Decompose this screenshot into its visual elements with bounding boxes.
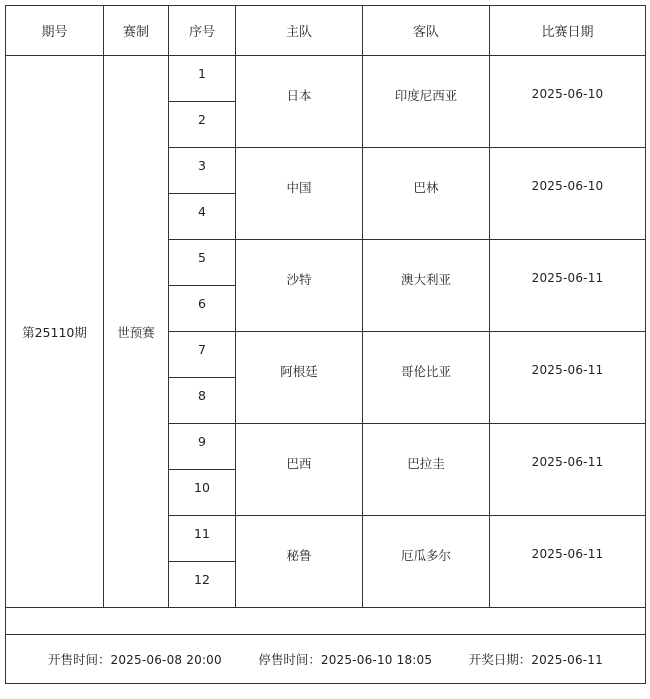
match-date-cell: 2025-06-11 [490,516,646,608]
seq-cell: 8 [169,378,236,424]
period-cell: 第25110期 [6,56,104,608]
home-team-cell: 沙特 [236,240,363,332]
footer-row [6,635,646,684]
home-team-cell: 中国 [236,148,363,240]
sale-stop-value: 2025-06-10 18:05 [320,653,433,667]
blank-cell [6,608,646,635]
seq-cell: 6 [169,286,236,332]
header-row [6,6,646,56]
seq-cell: 11 [169,516,236,562]
seq-cell: 1 [169,56,236,102]
away-team-cell: 巴拉圭 [363,424,490,516]
sale-stop-label: 停售时间： [258,652,321,667]
footer-info [6,650,645,668]
format-cell: 世预赛 [104,56,169,608]
seq-cell: 2 [169,102,236,148]
sale-start-value: 2025-06-08 20:00 [110,653,222,667]
home-team-cell: 巴西 [236,424,363,516]
header-away: 客队 [363,6,490,56]
sale-start [48,650,222,668]
header-home: 主队 [236,6,363,56]
seq-cell: 10 [169,470,236,516]
match-date-cell: 2025-06-11 [490,332,646,424]
sale-stop [258,650,432,668]
draw-date-value: 2025-06-11 [531,653,603,667]
seq-cell: 9 [169,424,236,470]
footer-cell [6,635,646,684]
seq-cell: 4 [169,194,236,240]
header-date: 比赛日期 [490,6,646,56]
draw-date-label: 开奖日期： [468,652,532,667]
draw-date [469,650,603,668]
away-team-cell: 印度尼西亚 [363,56,490,148]
home-team-cell: 日本 [236,56,363,148]
match-date-cell: 2025-06-10 [490,56,646,148]
blank-row [6,608,646,635]
match-date-cell: 2025-06-11 [490,424,646,516]
home-team-cell: 秘鲁 [236,516,363,608]
seq-cell: 12 [169,562,236,608]
away-team-cell: 哥伦比亚 [363,332,490,424]
table-row [6,56,646,102]
seq-cell: 5 [169,240,236,286]
match-date-cell: 2025-06-10 [490,148,646,240]
away-team-cell: 澳大利亚 [363,240,490,332]
home-team-cell: 阿根廷 [236,332,363,424]
header-period: 期号 [6,6,104,56]
seq-cell: 7 [169,332,236,378]
match-date-cell: 2025-06-11 [490,240,646,332]
sale-start-label: 开售时间： [48,652,111,667]
away-team-cell: 厄瓜多尔 [363,516,490,608]
header-format: 赛制 [104,6,169,56]
seq-cell: 3 [169,148,236,194]
match-schedule-table [5,5,646,684]
header-seq: 序号 [169,6,236,56]
away-team-cell: 巴林 [363,148,490,240]
